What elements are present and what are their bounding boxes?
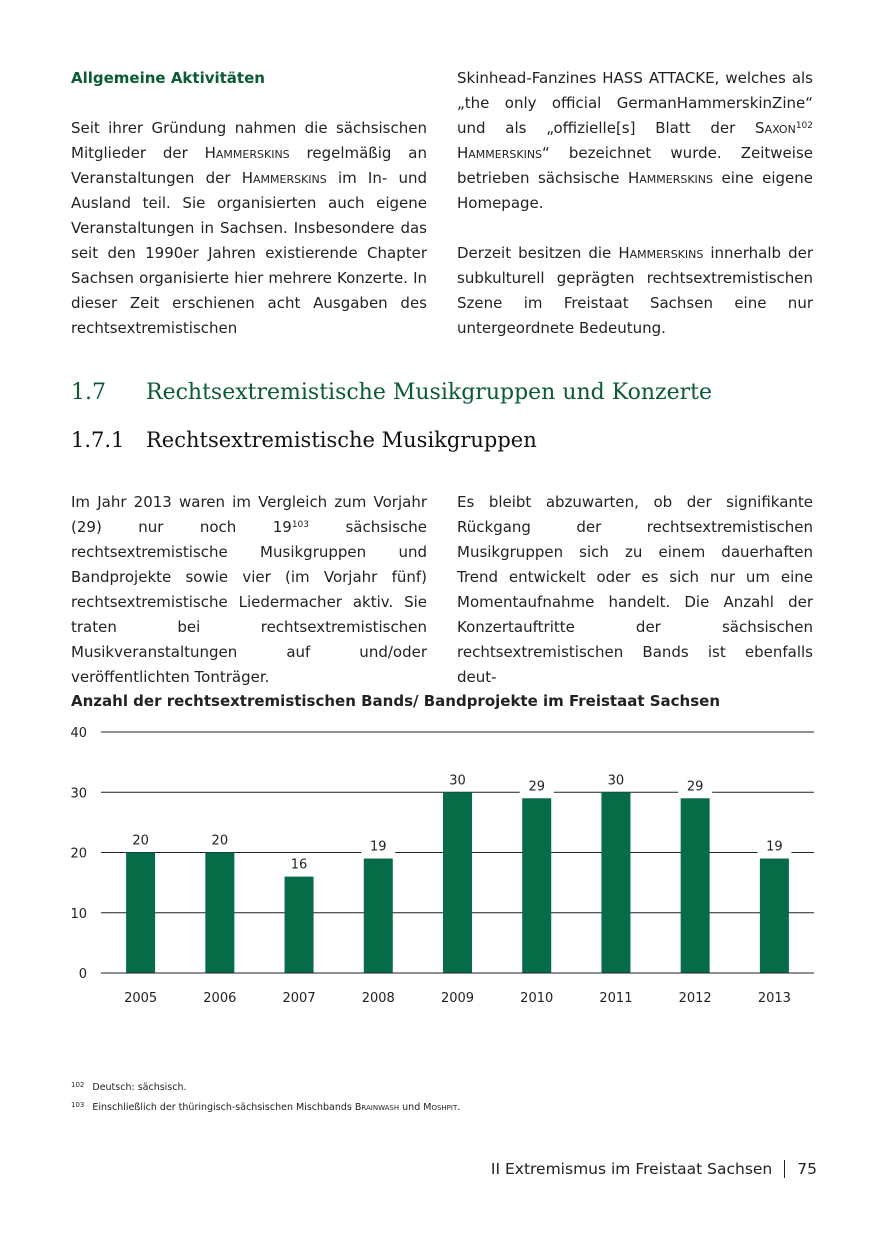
data-label-2006: 20: [211, 833, 229, 849]
paragraph-trend: Es bleibt abzuwarten, ob der signifikante Rückgang der rechtsextremistischen Musikgruppen sich zu einem dauerhaften Trend entwickelt oder es sich nur um eine Momentaufnahme handelt. Die Anzahl der Konzertauftritte der sächsischen rechtsextremistischen Bands ist ebenfalls deut-: [457, 493, 813, 686]
y-tick-label: 0: [78, 967, 87, 982]
data-label-2008: 19: [370, 839, 387, 855]
footnote-103: $^{103}$ Einschließlich der thüringisch-sächsischen Mischbands Brainwash und Moshpit.: [71, 1101, 461, 1113]
paragraph-hammerskins-activities: Seit ihrer Gründung nahmen die sächsischen Mitglieder der Hammerskins regelmäßig an Veranstaltungen der Hammerskins im In- und Ausland teil. Sie organisierten auch eigene Veranstaltungen in Sachsen. Insbesondere das seit den 1990er Jahren existierende Chapter Sachsen organisierte hier mehrere Konzerte. In dieser Zeit erschienen acht Ausgaben des rechtsextremistischen: [71, 119, 427, 337]
subheading-general-activities: Allgemeine Aktivitäten: [71, 69, 265, 87]
y-tick-label: 40: [70, 726, 87, 741]
footer-separator: [784, 1160, 785, 1178]
chart-title: Anzahl der rechtsextremistischen Bands/ Bandprojekte im Freistaat Sachsen: [71, 692, 720, 710]
paragraph-band-count: Im Jahr 2013 waren im Vergleich zum Vorjahr (29) nur noch $19^{103}$ sächsische rechtsextremistische Musikgruppen und Bandprojekte sowie vier (im Vorjahr fünf) rechtsextremistische Liedermacher aktiv. Sie traten bei rechtsextremistischen Musikveranstaltungen auf und/oder veröffentlichten Tonträger.: [71, 493, 427, 686]
bar-2008: [364, 859, 393, 973]
paragraph-current-significance: Derzeit besitzen die Hammerskins innerhalb der subkulturell geprägten rechtsextremistischen Szene im Freistaat Sachsen eine nur untergeordnete Bedeutung.: [457, 244, 814, 337]
right-column-bands: [457, 490, 813, 690]
section-title: Rechtsextremistische Musikgruppen und Konzerte: [146, 380, 712, 405]
left-column-intro: [71, 66, 427, 341]
bar-chart: [60, 718, 820, 1018]
subsection-heading: [71, 428, 537, 452]
bar-2009: [443, 792, 472, 973]
footnotes: [71, 1078, 460, 1118]
y-tick-label: 30: [70, 786, 87, 802]
left-column-bands: [71, 490, 427, 690]
paragraph-fanzine: Skinhead-Fanzines HASS ATTACKE, welches als „the only official GermanHammerskinZine“ und als „offizielle[s] Blatt der Saxon$^{102}$ Hammerskins“ bezeichnet wurde. Zeitweise betrieben sächsische Hammerskins eine eigene Homepage.: [457, 69, 813, 212]
x-tick-label-2012: 2012: [678, 991, 712, 1006]
bar-2013: [760, 859, 789, 973]
footer-chapter-title: II Extremismus im Freistaat Sachsen: [490, 1160, 773, 1178]
footnote-ref-102: 102: [795, 121, 813, 131]
section-number: 1.7: [71, 380, 106, 405]
page-footer: [491, 1160, 817, 1178]
bar-2006: [205, 853, 234, 974]
y-tick-label: 20: [70, 846, 87, 862]
x-tick-label-2013: 2013: [757, 991, 791, 1006]
page-number: 75: [797, 1160, 817, 1178]
bar-2012: [681, 798, 710, 973]
x-tick-label-2007: 2007: [282, 991, 316, 1006]
section-heading: [71, 380, 712, 405]
footnote-ref-103: 103: [291, 520, 310, 530]
subsection-number: 1.7.1: [71, 428, 125, 452]
x-tick-label-2006: 2006: [203, 991, 237, 1006]
x-tick-label-2005: 2005: [124, 991, 158, 1006]
data-label-2010: 29: [528, 779, 545, 795]
x-tick-label-2009: 2009: [440, 991, 475, 1006]
x-tick-label-2008: 2008: [361, 991, 395, 1006]
bar-2011: [601, 792, 630, 973]
data-label-2012: 29: [686, 779, 704, 795]
data-label-2013: 19: [766, 839, 783, 855]
bar-2010: [522, 798, 551, 973]
x-tick-label-2011: 2011: [599, 991, 633, 1006]
data-label-2011: 30: [607, 773, 625, 789]
bar-2005: [126, 853, 155, 974]
y-tick-label: 10: [70, 906, 87, 922]
data-label-2007: 16: [290, 857, 308, 873]
x-tick-label-2010: 2010: [520, 991, 554, 1006]
right-column-intro: [457, 66, 813, 341]
footnote-102: $^{102}$ Deutsch: sächsisch.: [71, 1081, 187, 1093]
subsection-title: Rechtsextremistische Musikgruppen: [146, 428, 537, 452]
bar-2007: [285, 877, 314, 973]
data-label-2005: 20: [132, 833, 149, 849]
data-label-2009: 30: [449, 773, 466, 789]
